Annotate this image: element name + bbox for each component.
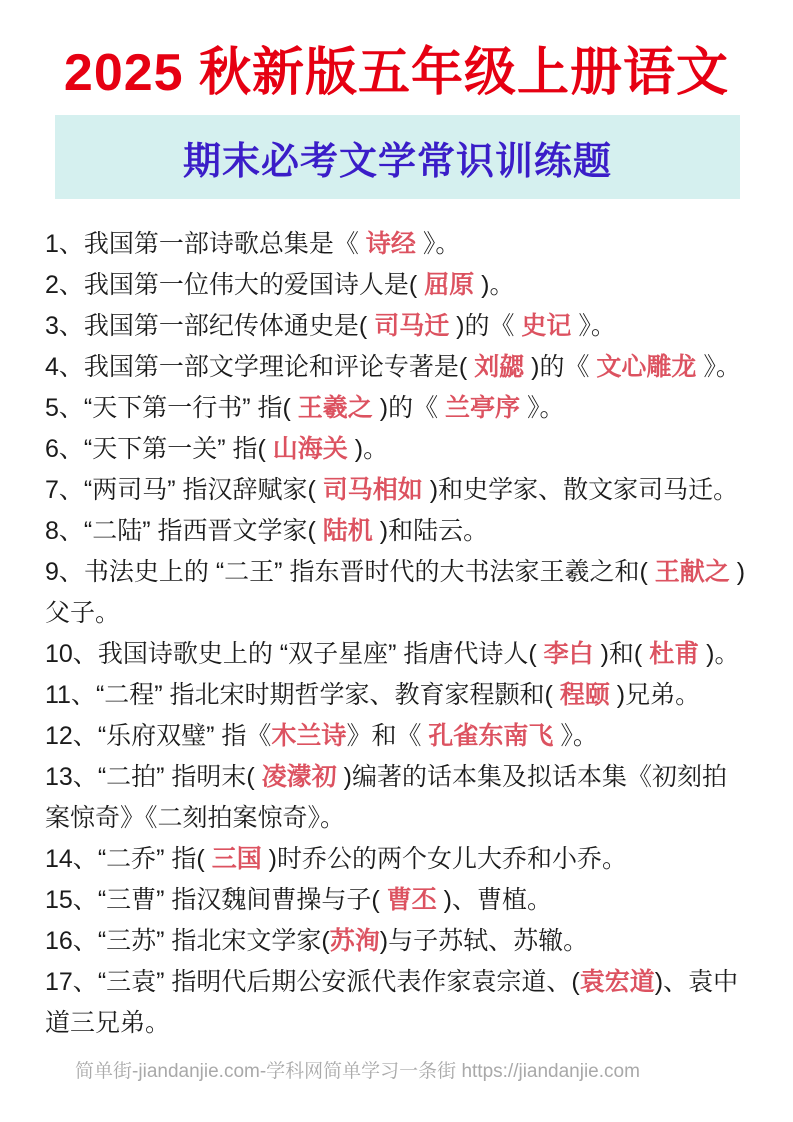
question-text: )。: [699, 640, 740, 668]
question-text: )。: [347, 435, 389, 463]
question-text: )和史学家、散文家司马迁。: [422, 476, 739, 504]
answer-text: 袁宏道: [579, 968, 655, 996]
question-text: “三苏” 指北宋文学家(: [97, 927, 330, 955]
question-item: [45, 511, 750, 552]
question-text: 》。: [520, 394, 565, 422]
answer-text: 司马相如: [322, 476, 423, 504]
answer-text: 孔雀东南飞: [428, 722, 554, 750]
question-text: “天下第一关” 指(: [83, 435, 273, 463]
question-number: 6、: [45, 435, 84, 463]
question-number: 1、: [45, 230, 84, 258]
answer-text: 史记: [521, 312, 572, 340]
answer-text: 诗经: [365, 230, 416, 258]
question-text: “乐府双璧” 指《: [97, 722, 272, 750]
answer-text: 王羲之: [297, 394, 373, 422]
question-text: )的《: [449, 312, 522, 340]
answer-text: 苏洵: [329, 927, 380, 955]
question-item: [45, 347, 750, 388]
question-text: “二程” 指北宋时期哲学家、教育家程颢和(: [95, 681, 560, 709]
question-item: [45, 265, 750, 306]
subtitle-text: 期末必考文学常识训练题: [182, 140, 612, 183]
question-item: [45, 470, 750, 511]
question-text: 》。: [571, 312, 616, 340]
answer-text: 曹丕: [386, 886, 437, 914]
question-item: [45, 880, 750, 921]
answer-text: 刘勰: [474, 353, 525, 381]
answer-text: 程颐: [559, 681, 610, 709]
question-text: )、曹植。: [436, 886, 552, 914]
subtitle-banner: [55, 115, 740, 199]
answer-text: 杜甫: [649, 640, 700, 668]
question-number: 4、: [45, 353, 84, 381]
question-item: [45, 552, 750, 634]
question-text: 我国第一位伟大的爱国诗人是(: [83, 271, 425, 299]
question-item: [45, 839, 750, 880]
question-text: 我国第一部纪传体通史是(: [83, 312, 375, 340]
answer-text: 兰亭序: [445, 394, 521, 422]
question-text: “二拍” 指明末(: [97, 763, 262, 791]
answer-text: 司马迁: [374, 312, 450, 340]
question-text: 》。: [696, 353, 741, 381]
question-number: 11、: [45, 681, 96, 709]
answer-text: 屈原: [424, 271, 475, 299]
question-text: )时乔公的两个女儿大乔和小乔。: [261, 845, 627, 873]
question-number: 14、: [45, 845, 98, 873]
question-number: 8、: [45, 517, 84, 545]
question-text: 》。: [553, 722, 598, 750]
question-number: 5、: [45, 394, 84, 422]
question-number: 2、: [45, 271, 84, 299]
question-number: 3、: [45, 312, 84, 340]
question-item: [45, 224, 750, 265]
question-item: [45, 429, 750, 470]
question-text: 书法史上的 “二王” 指东晋时代的大书法家王羲之和(: [83, 558, 655, 586]
answer-text: 陆机: [322, 517, 373, 545]
question-item: [45, 716, 750, 757]
question-number: 16、: [45, 927, 98, 955]
question-number: 17、: [45, 968, 98, 996]
question-item: [45, 634, 750, 675]
question-number: 7、: [45, 476, 84, 504]
question-text: )与子苏轼、苏辙。: [379, 927, 589, 955]
answer-text: 凌濛初: [261, 763, 337, 791]
question-text: )的《: [524, 353, 597, 381]
question-number: 15、: [45, 886, 98, 914]
question-number: 12、: [45, 722, 98, 750]
question-item: [45, 306, 750, 347]
question-text: 我国第一部文学理论和评论专著是(: [83, 353, 475, 381]
question-list: [45, 224, 750, 1044]
answer-text: 木兰诗: [271, 722, 347, 750]
answer-text: 山海关: [272, 435, 348, 463]
question-number: 13、: [45, 763, 98, 791]
question-text: 》。: [415, 230, 461, 258]
answer-text: 王献之: [654, 558, 730, 586]
question-text: )编著的话本集及拟话本集《初刻拍案惊奇》《二刻拍案惊奇》。: [45, 763, 727, 832]
question-text: 》和《: [346, 722, 429, 750]
question-item: [45, 675, 750, 716]
page-title: 2025 秋新版五年级上册语文: [63, 44, 730, 102]
question-text: “三曹” 指汉魏间曹操与子(: [97, 886, 387, 914]
question-text: )和陆云。: [372, 517, 489, 545]
answer-text: 三国: [211, 845, 262, 873]
question-text: )。: [474, 271, 515, 299]
question-text: “天下第一行书” 指(: [83, 394, 298, 422]
question-text: )的《: [372, 394, 446, 422]
question-number: 9、: [45, 558, 84, 586]
question-text: )、袁中道三兄弟。: [45, 968, 739, 1037]
question-text: 我国诗歌史上的 “双子星座” 指唐代诗人(: [97, 640, 544, 668]
answer-text: 李白: [543, 640, 594, 668]
question-text: “二乔” 指(: [97, 845, 212, 873]
question-text: )和(: [593, 640, 650, 668]
answer-text: 文心雕龙: [596, 353, 697, 381]
footer-watermark: 简单街-jiandanjie.com-学科网简单学习一条街 https://jiandanjie.com: [75, 1061, 640, 1082]
question-item: [45, 757, 750, 839]
question-item: [45, 388, 750, 429]
question-text: )父子。: [45, 558, 746, 627]
question-text: 我国第一部诗歌总集是《: [83, 230, 366, 258]
question-text: )兄弟。: [609, 681, 701, 709]
question-number: 10、: [45, 640, 98, 668]
question-text: “二陆” 指西晋文学家(: [83, 517, 323, 545]
question-item: [45, 962, 750, 1044]
question-text: “两司马” 指汉辞赋家(: [83, 476, 323, 504]
question-text: “三袁” 指明代后期公安派代表作家袁宗道、(: [97, 968, 580, 996]
question-item: [45, 921, 750, 962]
